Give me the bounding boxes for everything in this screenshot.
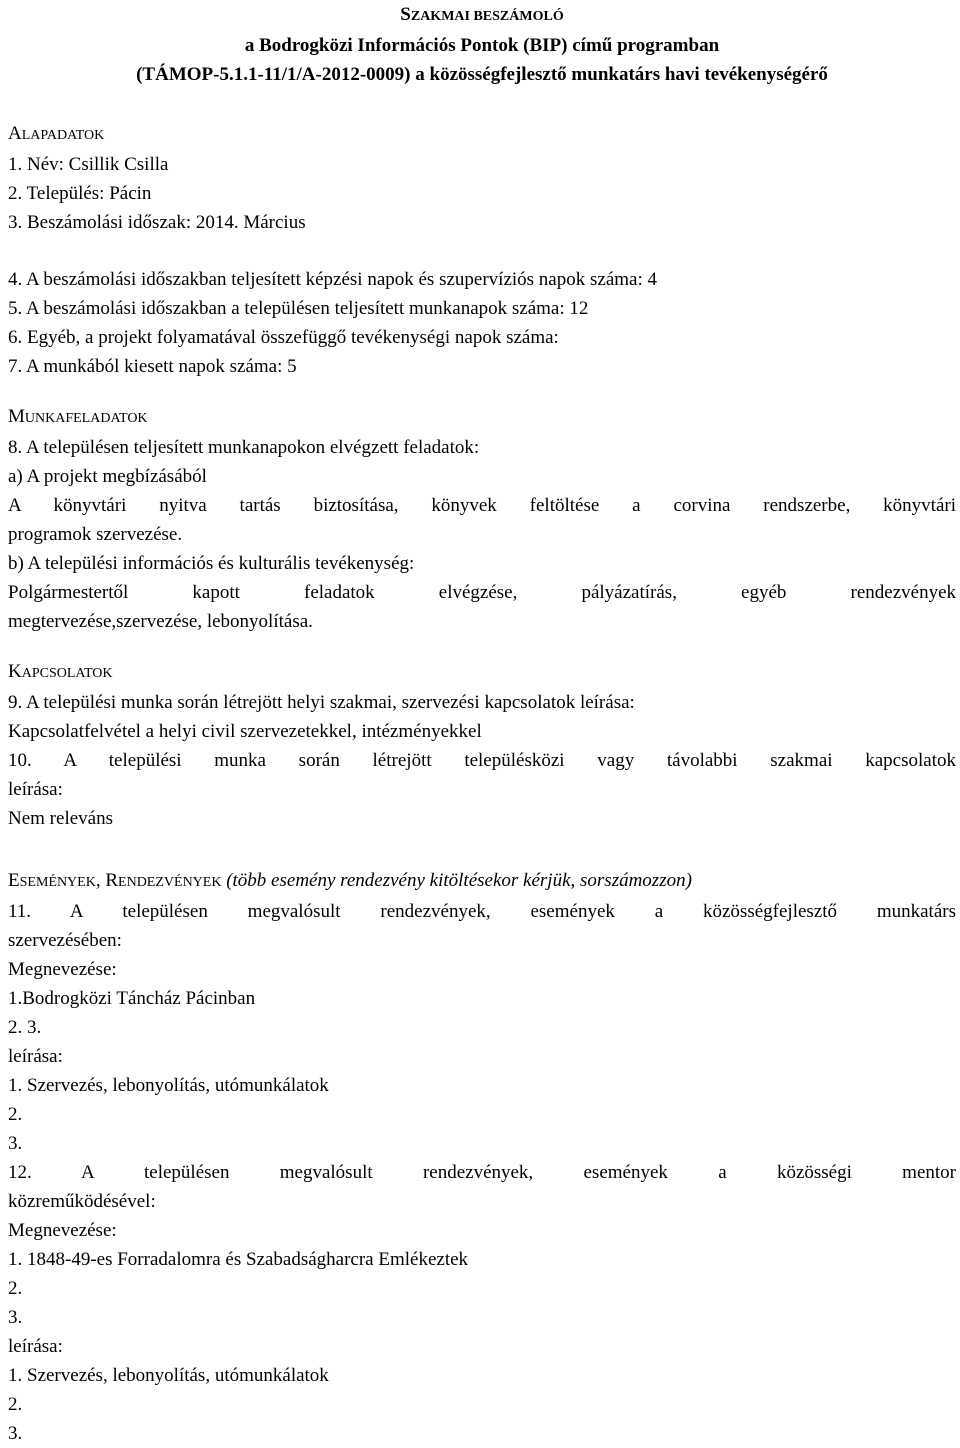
item-kepzesi-napok: 4. A beszámolási időszakban teljesített képzési napok és szupervíziós napok száma: 4 <box>8 269 657 290</box>
section-heading-alapadatok: ALAPADATOK <box>8 123 105 144</box>
answer-10: Nem releváns <box>8 808 113 829</box>
answer-9: Kapcsolatfelvétel a helyi civil szervezetekkel, intézményekkel <box>8 721 482 742</box>
event-12-desc-2: 2. <box>8 1394 23 1415</box>
question-11-line-2: szervezésében: <box>8 930 122 951</box>
section-heading-kapcsolatok: KAPCSOLATOK <box>8 661 113 682</box>
event-12-name-2: 2. <box>8 1278 23 1299</box>
document-title: SZAKMAI BESZÁMOLÓ <box>400 4 564 25</box>
question-10-line-1: 10. A települési munka során létrejött településközi vagy távolabbi szakmai kapcsolatok <box>8 750 956 771</box>
subitem-b-text-1: Polgármestertől kapott feladatok elvégzése, pályázatírás, egyéb rendezvények <box>8 582 956 603</box>
event-12-desc-3: 3. <box>8 1423 23 1444</box>
question-10-line-2: leírása: <box>8 779 63 800</box>
megnevezes-label-12: Megnevezése: <box>8 1220 117 1241</box>
item-kiesett-napok: 7. A munkából kiesett napok száma: 5 <box>8 356 297 377</box>
event-12-name-3: 3. <box>8 1307 23 1328</box>
event-11-name-2-3: 2. 3. <box>8 1017 42 1038</box>
section-heading-esemenyek: ESEMÉNYEK, RENDEZVÉNYEK (több esemény rendezvény kitöltésekor kérjük, sorszámozzon) <box>8 870 692 891</box>
document-header <box>8 0 956 89</box>
event-12-desc-1: 1. Szervezés, lebonyolítás, utómunkálatok <box>8 1365 329 1386</box>
item-nev: 1. Név: Csillik Csilla <box>8 154 169 175</box>
event-12-name-1: 1. 1848-49-es Forradalomra és Szabadságharcra Emlékeztek <box>8 1249 469 1270</box>
item-telepules: 2. Település: Pácin <box>8 183 152 204</box>
question-12-line-2: közreműködésével: <box>8 1191 156 1212</box>
subitem-a-text-1: A könyvtári nyitva tartás biztosítása, könyvek feltöltése a corvina rendszerbe, könyvtári <box>8 495 956 516</box>
question-11-line-1: 11. A településen megvalósult rendezvények, események a közösségfejlesztő munkatárs <box>8 901 956 922</box>
item-munkanapok: 5. A beszámolási időszakban a településen teljesített munkanapok száma: 12 <box>8 298 589 319</box>
subitem-b-label: b) A települési információs és kulturális tevékenység: <box>8 553 415 574</box>
megnevezes-label-11: Megnevezése: <box>8 959 117 980</box>
question-9: 9. A települési munka során létrejött helyi szakmai, szervezési kapcsolatok leírása: <box>8 692 635 713</box>
leiras-label-11: leírása: <box>8 1046 63 1067</box>
project-code: (TÁMOP-5.1.1-11/1/A-2012-0009) a közösségfejlesztő munkatárs havi tevékenységérő <box>136 64 828 85</box>
event-11-desc-2: 2. <box>8 1104 23 1125</box>
section-heading-munkafeladatok: MUNKAFELADATOK <box>8 406 148 427</box>
question-8: 8. A településen teljesített munkanapokon elvégzett feladatok: <box>8 437 480 458</box>
event-11-name-1: 1.Bodrogközi Táncház Pácinban <box>8 988 256 1009</box>
program-name: a Bodrogközi Információs Pontok (BIP) című programban <box>244 35 720 56</box>
item-egyeb-napok: 6. Egyéb, a projekt folyamatával összefüggő tevékenységi napok száma: <box>8 327 559 348</box>
item-idoszak: 3. Beszámolási időszak: 2014. Március <box>8 212 306 233</box>
event-11-desc-3: 3. <box>8 1133 23 1154</box>
subitem-b-text-2: megtervezése,szervezése, lebonyolítása. <box>8 611 313 632</box>
subitem-a-label: a) A projekt megbízásából <box>8 466 207 487</box>
subitem-a-text-2: programok szervezése. <box>8 524 183 545</box>
event-11-desc-1: 1. Szervezés, lebonyolítás, utómunkálatok <box>8 1075 329 1096</box>
leiras-label-12: leírása: <box>8 1336 63 1357</box>
heading-note: (több esemény rendezvény kitöltésekor kérjük, sorszámozzon) <box>226 870 692 891</box>
question-12-line-1: 12. A településen megvalósult rendezvények, események a közösségi mentor <box>8 1162 956 1183</box>
